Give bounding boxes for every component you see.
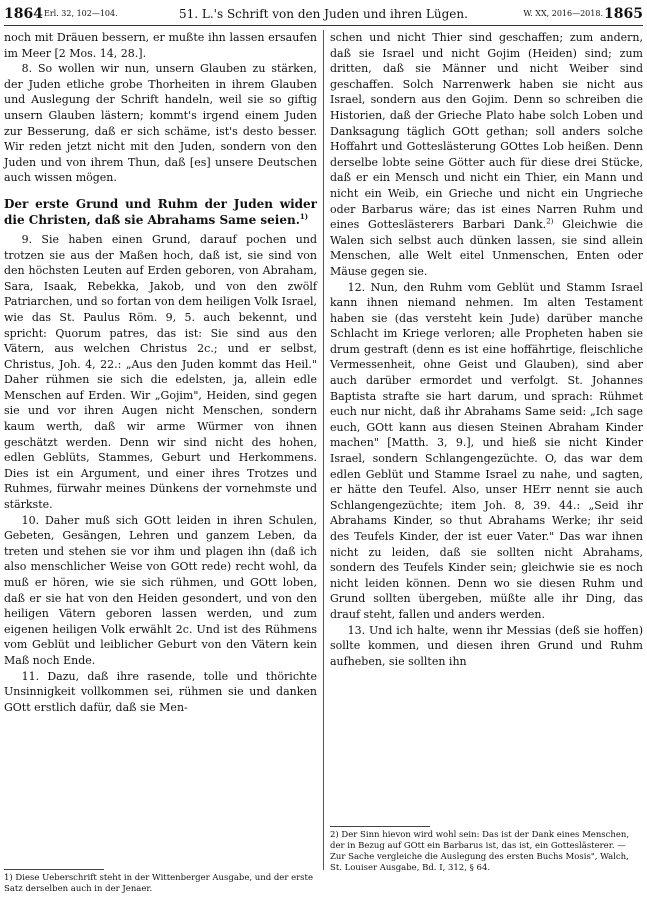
page-number-left: 1864 [4, 6, 43, 22]
footnote-marker: 1) [299, 211, 309, 221]
footnote-rule [4, 869, 104, 870]
paragraph-continued [330, 30, 643, 280]
footnote-text: 1) Diese Ueberschrift steht in der Wittenberger Ausgabe, und der erste Satz derselben auch in der Jenaer. [4, 873, 313, 894]
footnote-text: 2) Der Sinn hievon wird wohl sein: Das ist der Dank eines Menschen, der in Bezug auf GOtt ein Barbarus ist, das ist, ein Gotteslästerer. — Zur Sache vergleiche die Auslegung des ersten Buchs Mosis", Walch, St. Louiser Ausgabe, Bd. I, 312, § 64. [330, 830, 630, 873]
page-number-right: 1865 [604, 6, 643, 22]
paragraph-text-end: Gleichwie die Walen sich selbst auch dünken lassen, sie sind allein Menschen, alle Welt eitel Unmenschen, Enten oder Mäuse gegen sie. [330, 218, 643, 278]
left-column [4, 30, 317, 715]
paragraph-11: 11. Dazu, daß ihre rasende, tolle und thörichte Unsinnigkeit vollkommen sei, rühmen sie und danken GOtt erstlich dafür, daß sie Men- [4, 669, 317, 714]
footnote-marker: 2) [546, 217, 554, 226]
paragraph-13: 13. Und ich halte, wenn ihr Messias (deß sie hoffen) sollte kommen, und diesen ihren Grund und Ruhm aufheben, sie sollten ihn [330, 623, 643, 668]
footnote-left [4, 869, 317, 895]
heading-text: Der erste Grund und Ruhm der Juden wider die Christen, daß sie Abrahams Same seien. [4, 196, 317, 227]
paragraph-12: 12. Nun, den Ruhm vom Geblüt und Stamm Israel kann ihnen niemand nehmen. Im alten Testament haben sie (das versteht kein Jude) darüber manche Schlacht im Kriege verloren; alle Propheten haben sie drum gestraft (denn es ist eine hoffährtige, fleischliche Vermessenheit, ohne Geist und Glauben), sind aber auch darüber ermordet und verfolgt. St. Johannes Baptista strafte sie hart darum, und sprach: Rühmet euch nur nicht, daß ihr Abrahams Same seid: „Ich sage euch, GOtt kann aus diesen Steinen Abraham Kinder machen" [Matth. 3, 9.], und hieß sie nicht Kinder Israel, sondern Schlangengezüchte. O, das war dem edlen Geblüt und Stamme Israel zu nahe, und sagten, er hätte den Teufel. Also, unser HErr nennt sie auch Schlangengezüchte; item Joh. 8, 39. 44.: „Seid ihr Abrahams Kinder, so thut Abrahams Werke; ihr seid des Teufels Kinder, der ist euer Vater." Das war ihnen nicht zu leiden, daß sie sollten nicht Abrahams, sondern des Teufels Kinder sein; gleichwie sie es noch nicht leiden können. Denn wo sie diesen Ruhm und Grund sollten übergeben, müßte alle ihr Ding, das drauf steht, fallen und anders werden. [330, 280, 643, 621]
reference-right: W. XX, 2016—2018. [523, 9, 603, 18]
section-heading [4, 196, 317, 228]
reference-left: Erl. 32, 102—104. [44, 9, 118, 18]
column-divider [323, 30, 324, 870]
paragraph-text: schen und nicht Thier sind geschaffen; zum andern, daß sie Israel und nicht Gojim (Heiden) sind; zum dritten, daß sie Männer und nicht Weiber sind geschaffen. Solch Narrenwerk haben sie nicht aus Israel, sondern aus den Gojim. Denn so schreiben die Historien, daß der Grieche Plato habe solch Loben und Danksagung täglich GOtt gethan; soll anders solche Hoffahrt und Gotteslästerung GOttes Lob heißen. Denn derselbe lobte seine Götter auch für diese drei Stücke, daß er ein Mensch und nicht ein Thier, ein Mann und nicht ein Weib, ein Grieche und nicht ein Ungrieche oder Barbarus wäre; das ist eines Narren Ruhm und eines Gotteslästerers Barbari Dank. [330, 31, 643, 232]
paragraph-10: 10. Daher muß sich GOtt leiden in ihren Schulen, Gebeten, Gesängen, Lehren und ganzem Leben, da treten und stehen sie vor ihm und plagen ihn (daß ich also menschlicher Weise von GOtt rede) recht wohl, da muß er hören, wie sie sich rühmen, und GOtt loben, daß er sie hat von den Heiden gesondert, und von den heiligen Vätern geboren lassen werden, und zum eigenen heiligen Volk erwählt 2c. Und ist des Rühmens vom Geblüt und leiblicher Geburt von den Vätern kein Maß noch Ende. [4, 513, 317, 667]
header-rule [4, 25, 643, 26]
running-header [4, 4, 643, 24]
footnote-rule [330, 826, 430, 827]
paragraph: noch mit Dräuen bessern, er mußte ihn lassen ersaufen im Meer [2 Mos. 14, 28.]. [4, 31, 317, 60]
paragraph-8: 8. So wollen wir nun, unsern Glauben zu stärken, der Juden etliche grobe Thorheiten in ihrem Glauben und Auslegung der Schrift handeln, weil sie so giftig unsern Glauben lästern; kommt's irgend einem Juden zur Besserung, daß er sich schäme, ist's desto besser. Wir reden jetzt nicht mit den Juden, sondern von den Juden und von ihrem Thun, daß [es] unsere Deutschen auch wissen mögen. [4, 62, 317, 185]
running-title: 51. L.'s Schrift von den Juden und ihren Lügen. [179, 7, 468, 21]
paragraph-9: 9. Sie haben einen Grund, darauf pochen und trotzen sie aus der Maßen hoch, daß ist, sie sind von den höchsten Leuten auf Erden geboren, von Abraham, Sara, Isaak, Rebekka, Jakob, und von den zwölf Patriarchen, und so fortan von dem heiligen Volk Israel, wie das St. Paulus Röm. 9, 5. auch bekennt, und spricht: Quorum patres, das ist: Sie sind aus den Vätern, aus welchen Christus 2c.; und er selbst, Christus, Joh. 4, 22.: „Aus den Juden kommt das Heil." Daher rühmen sie sich die edelsten, ja, allein edle Menschen auf Erden. Wir „Gojim", Heiden, sind gegen sie und vor ihren Augen nicht Menschen, sondern kaum werth, daß wir arme Würmer von ihnen geschätzt werden. Denn wir sind nicht des hohen, edlen Geblüts, Stammes, Geburt und Herkommens. Dies ist ein Argument, und einer ihres Trotzes und Ruhmes, fürwahr meines Dünkens der vornehmste und stärkste. [4, 232, 317, 512]
footnote-right [330, 826, 643, 874]
right-column [330, 30, 643, 669]
